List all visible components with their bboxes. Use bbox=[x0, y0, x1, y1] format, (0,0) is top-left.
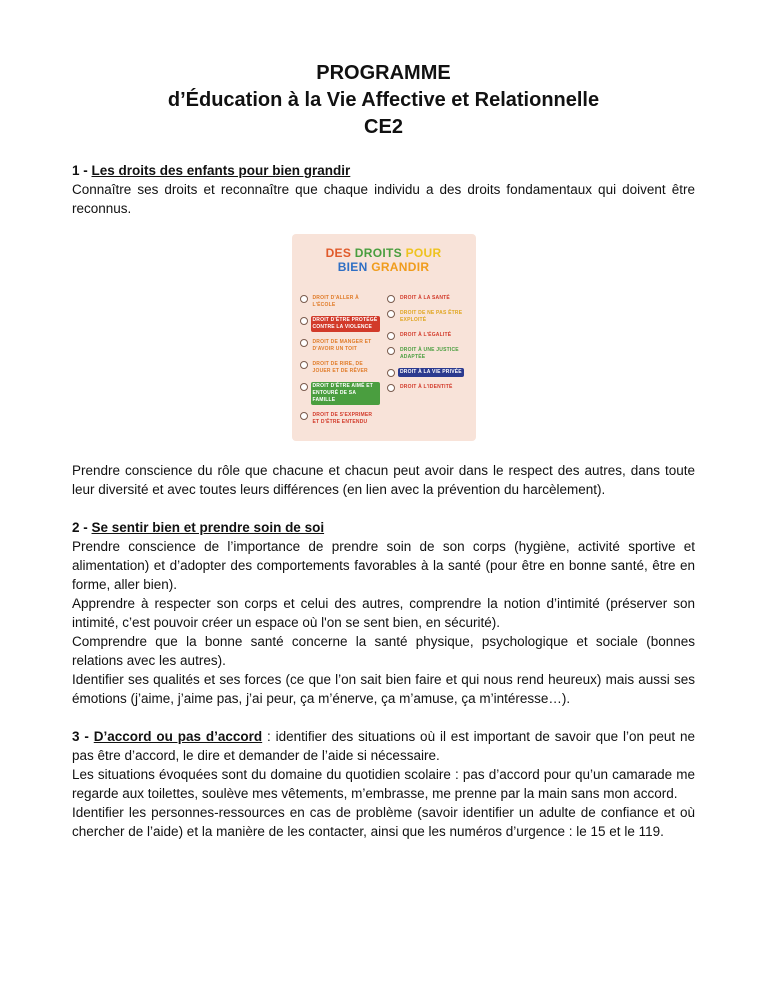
poster-item-label: DROIT DE RIRE, DE JOUER ET DE RÊVER bbox=[312, 361, 368, 374]
section-2-paragraph: Apprendre à respecter son corps et celui des autres, comprendre la notion d’intimité (préserver son intimité, c’est pouvoir créer un espace où l'on se sent bien, en sécurité). bbox=[72, 596, 695, 630]
poster-item bbox=[300, 411, 381, 427]
identity-icon bbox=[387, 384, 395, 392]
title-line-2: d’Éducation à la Vie Affective et Relationnelle bbox=[167, 89, 600, 111]
section-3-heading-paragraph bbox=[72, 727, 695, 765]
section-3-paragraph: Identifier les personnes-ressources en cas de problème (savoir identifier un adulte de confiance et où chercher de l’aide) et la manière de les contacter, ainsi que les numéros d’urgence : le 15 et le 119. bbox=[72, 805, 695, 839]
section-3-number: 3 - bbox=[72, 729, 94, 744]
poster-item bbox=[387, 368, 468, 377]
section-1-intro: Connaître ses droits et reconnaître que chaque individu a des droits fondamentaux qui doivent être reconnus. bbox=[72, 182, 695, 216]
poster-rights-list bbox=[300, 294, 468, 433]
poster-title-word: DROITS bbox=[354, 246, 402, 260]
poster-item-label: DROIT D'ÊTRE PROTÉGÉ CONTRE LA VIOLENCE bbox=[311, 316, 381, 332]
section-3-heading-text: D’accord ou pas d’accord bbox=[93, 729, 263, 744]
health-icon bbox=[387, 295, 395, 303]
poster-left-column bbox=[300, 294, 381, 433]
section-3-heading-rest: : identifier des situations où il est important de savoir que l’on peut ne pas être d’accord, le dire et demander de l’aide si nécessaire. bbox=[72, 729, 696, 763]
protection-icon bbox=[300, 317, 308, 325]
poster-item bbox=[387, 294, 468, 303]
play-icon bbox=[300, 361, 308, 369]
poster-item bbox=[387, 331, 468, 340]
poster-item-label: DROIT À L'ÉGALITÉ bbox=[400, 332, 452, 338]
poster-title-line-2 bbox=[300, 260, 468, 274]
poster-item-label: DROIT DE NE PAS ÊTRE EXPLOITÉ bbox=[400, 310, 463, 323]
document-title bbox=[72, 60, 695, 141]
poster-item-label: DROIT À L'IDENTITÉ bbox=[400, 384, 453, 390]
section-rights-of-children bbox=[72, 161, 695, 499]
section-2-heading-text: Se sentir bien et prendre soin de soi bbox=[91, 520, 325, 535]
poster-item bbox=[300, 294, 381, 310]
privacy-icon bbox=[387, 369, 395, 377]
section-feel-good bbox=[72, 518, 695, 708]
poster-item-label: DROIT À LA VIE PRIVÉE bbox=[400, 369, 462, 375]
poster-item bbox=[300, 382, 381, 405]
family-icon bbox=[300, 383, 308, 391]
poster-title-word: DES bbox=[325, 246, 352, 260]
poster-image bbox=[292, 234, 476, 441]
no-exploitation-icon bbox=[387, 310, 395, 318]
poster-title-word: BIEN bbox=[337, 260, 368, 274]
poster-item bbox=[300, 338, 381, 354]
poster-right-column bbox=[387, 294, 468, 433]
section-agree-disagree bbox=[72, 727, 695, 841]
poster-item-label: DROIT À LA SANTÉ bbox=[400, 295, 450, 301]
section-1-after-poster-paragraph: Prendre conscience du rôle que chacune et chacun peut avoir dans le respect des autres, dans toute leur diversité et avec toutes leurs différences (en lien avec la prévention du harcèlement). bbox=[72, 463, 695, 497]
equality-icon bbox=[387, 332, 395, 340]
justice-icon bbox=[387, 347, 395, 355]
poster-item bbox=[387, 309, 468, 325]
title-line-3: CE2 bbox=[364, 116, 403, 138]
poster-item bbox=[387, 383, 468, 392]
school-icon bbox=[300, 295, 308, 303]
section-2-paragraph: Identifier ses qualités et ses forces (ce que l’on sait bien faire et qui nous rend heureux) mais aussi ses émotions (j’aime, j’aime pas, j’ai peur, ça m’énerve, ça m’amuse, ça m’intéresse…). bbox=[72, 672, 695, 706]
poster-item-label: DROIT DE S'EXPRIMER ET D'ÊTRE ENTENDU bbox=[312, 412, 373, 425]
poster-title-word: POUR bbox=[405, 246, 442, 260]
poster-item bbox=[300, 360, 381, 376]
poster-title-word: GRANDIR bbox=[371, 260, 430, 274]
poster-title-line-1 bbox=[300, 246, 468, 260]
section-1-number: 1 - bbox=[72, 163, 92, 178]
poster-item-label: DROIT D'ALLER À L'ÉCOLE bbox=[312, 295, 359, 308]
poster-item-label: DROIT DE MANGER ET D'AVOIR UN TOIT bbox=[312, 339, 372, 352]
poster-title bbox=[300, 246, 468, 274]
section-3-paragraph: Les situations évoquées sont du domaine du quotidien scolaire : pas d’accord pour qu’un camarade me regarde aux toilettes, soulève mes vêtements, m’embrasse, me prenne par la main sans mon accord. bbox=[72, 767, 695, 801]
poster-item bbox=[300, 316, 381, 332]
poster-item-label: DROIT À UNE JUSTICE ADAPTÉE bbox=[400, 347, 459, 360]
section-2-paragraph: Prendre conscience de l’importance de prendre soin de son corps (hygiène, activité sportive et alimentation) et d’adopter des comportements favorables à la santé (pour être en bonne santé, être en forme, aller bien). bbox=[72, 539, 695, 592]
section-1-heading-text: Les droits des enfants pour bien grandir bbox=[91, 163, 351, 178]
section-2-paragraph: Comprendre que la bonne santé concerne la santé physique, psychologique et sociale (bonnes relations avec les autres). bbox=[72, 634, 695, 668]
title-line-1: PROGRAMME bbox=[316, 62, 451, 84]
poster-item bbox=[387, 346, 468, 362]
section-2-number: 2 - bbox=[72, 520, 92, 535]
expression-icon bbox=[300, 412, 308, 420]
poster-item-label: DROIT D'ÊTRE AIMÉ ET ENTOURÉ DE SA FAMILLE bbox=[311, 382, 381, 405]
section-1-heading bbox=[72, 161, 695, 180]
food-shelter-icon bbox=[300, 339, 308, 347]
section-2-heading bbox=[72, 518, 695, 537]
